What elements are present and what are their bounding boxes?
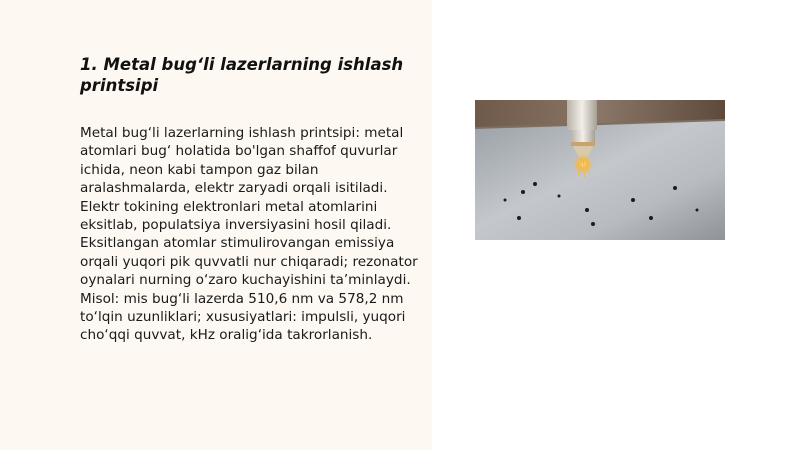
laser-cutting-photo bbox=[475, 100, 725, 240]
metal-sheet bbox=[475, 120, 725, 240]
slide-title: 1. Metal bug‘li lazerlarning ishlash printsipi bbox=[80, 55, 404, 95]
slide-body-text: Metal bug‘li lazerlarning ishlash printsipi: metal atomlari bug‘ holatida bo'lgan shaffof quvurlar ichida, neon kabi tampon gaz bilan aralashmalarda, elektr zaryadi orqali isitiladi. Elektr tokining elektronlari metal atomlarini eksitlab, populatsiya inversiyasini hosil qiladi. Eksitlangan atomlar stimulirovangan emissiya orqali yuqori pik quvvatli nur chiqaradi; rezonator oynalari nurning o‘zaro kuchayishini ta’minlaydi. Misol: mis bug‘li lazerda 510,6 nm va 578,2 nm to‘lqin uzunliklari; xususiyatlari: impulsli, yuqori cho‘qqi quvvat, kHz oralig‘ida takrorlanish. bbox=[80, 125, 418, 344]
